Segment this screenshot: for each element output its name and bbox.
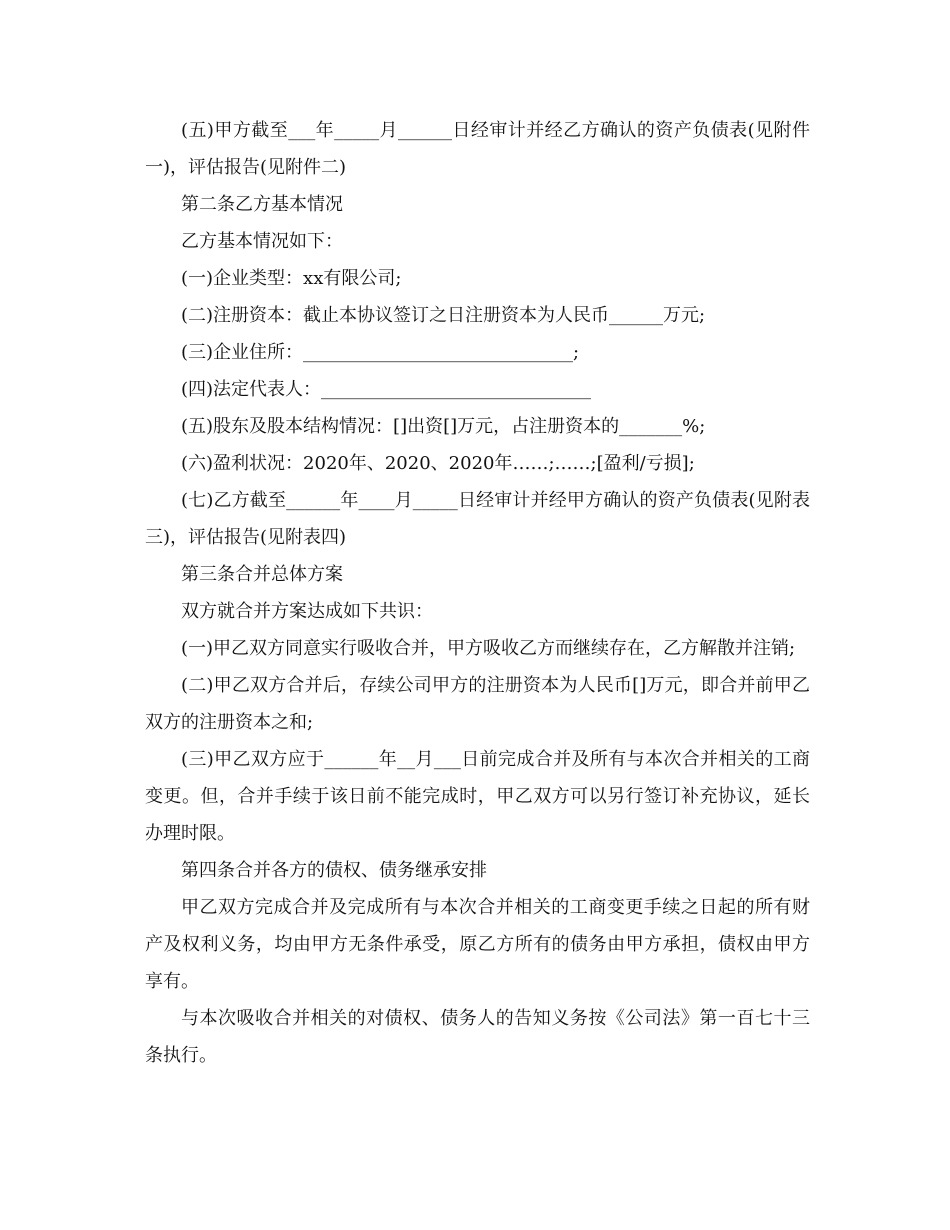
clause-shareholder-structure: (五)股东及股本结构情况：[]出资[]万元，占注册资本的_______%; [181,416,706,437]
article-4-heading: 第四条合并各方的债权、债务继承安排 [181,860,487,881]
clause-creditor-notice: 与本次吸收合并相关的对债权、债务人的告知义务按《公司法》第一百七十三条执行。 [145,1008,810,1066]
clause-legal-representative: (四)法定代表人：______________________________ [181,379,592,400]
clause-profit-status: (六)盈利状况：2020年、2020、2020年……;……;[盈利/亏损]; [181,453,695,474]
clause-enterprise-type: (一)企业类型：xx有限公司; [181,268,402,289]
article-2-heading: 第二条乙方基本情况 [181,194,343,215]
clause-rights-obligations: 甲乙双方完成合并及完成所有与本次合并相关的工商变更手续之日起的所有财产及权利义务，均由甲方无条件承受，原乙方所有的债务由甲方承担，债权由甲方享有。 [145,897,810,992]
clause-absorption-merger: (一)甲乙双方同意实行吸收合并，甲方吸收乙方而继续存在，乙方解散并注销; [181,638,796,659]
article-3-heading: 第三条合并总体方案 [181,564,343,585]
merger-consensus-intro: 双方就合并方案达成如下共识： [181,601,433,622]
clause-party-b-balance-sheet: (七)乙方截至______年____月_____日经审计并经甲方确认的资产负债表(见附表三)，评估报告(见附表四) [145,490,810,548]
party-b-intro: 乙方基本情况如下： [181,231,343,252]
clause-enterprise-address: (三)企业住所：______________________________; [181,342,580,363]
clause-completion-deadline: (三)甲乙双方应于______年__月___日前完成合并及所有与本次合并相关的工商变更。但，合并手续于该日前不能完成时，甲乙双方可以另行签订补充协议，延长办理时限。 [145,749,810,844]
clause-party-a-balance-sheet: (五)甲方截至___年_____月______日经审计并经乙方确认的资产负债表(见附件一)，评估报告(见附件二) [145,120,810,178]
clause-registered-capital: (二)注册资本：截止本协议签订之日注册资本为人民币______万元; [181,305,706,326]
clause-combined-capital: (二)甲乙双方合并后，存续公司甲方的注册资本为人民币[]万元，即合并前甲乙双方的注册资本之和; [145,675,810,733]
document-body [145,112,810,1074]
